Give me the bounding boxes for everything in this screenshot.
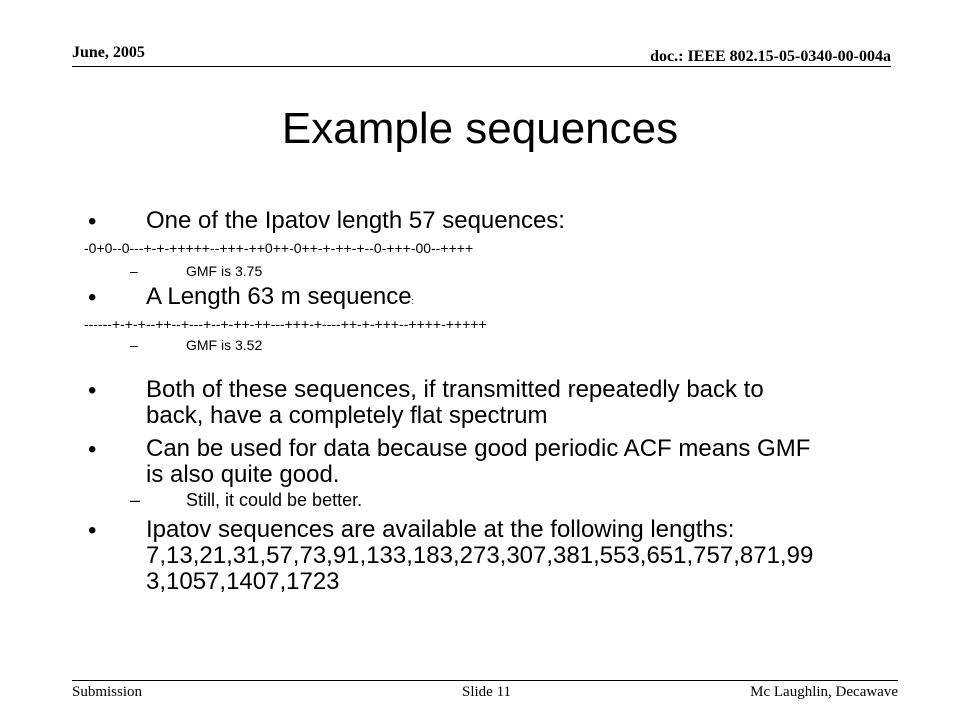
bullet-flat-spectrum-line1: Both of these sequences, if transmitted repeatedly back to [146,376,764,403]
sequence-ipatov-57: -0+0--0---+-+-+++++--+++-++0++-0++-+-++-+--0-+++-00--++++ [84,240,474,256]
bullet-data-use-line2: is also quite good. [146,461,340,488]
bullet-m-sequence-text: A Length 63 m sequence [146,283,412,310]
dash-icon: – [130,490,141,510]
header-doc-id: doc.: IEEE 802.15-05-0340-00-004a [650,48,891,65]
gmf-m-sequence: GMF is 3.52 [186,337,263,353]
sequence-m-63: ------+-+-+--++--+---+--+-++-++---+++-+----++-+-+++--++++-+++++ [84,316,487,332]
footer-author: Mc Laughlin, Decawave [750,684,898,700]
bullet-ipatov-lengths-line2: 7,13,21,31,57,73,91,133,183,273,307,381,553,651,757,871,99 [146,542,814,569]
bullet-icon: • [88,284,97,311]
bullet-icon: • [88,377,97,404]
bullet-icon: • [88,208,97,235]
bullet-ipatov-lengths-line1: Ipatov sequences are available at the following lengths: [146,516,735,543]
dash-icon: – [130,337,138,353]
header-date: June, 2005 [72,44,145,61]
footer-slide-number: Slide 11 [462,684,512,700]
bullet-m-sequence-colon: : [411,296,415,306]
bullet-flat-spectrum-line2: back, have a completely flat spectrum [146,402,548,429]
footer-submission: Submission [72,684,143,700]
footer-rule [72,680,898,681]
bullet-data-use-line1: Can be used for data because good periodic ACF means GMF [146,435,811,462]
bullet-ipatov-57: One of the Ipatov length 57 sequences: [146,207,565,234]
bullet-ipatov-lengths-line3: 3,1057,1407,1723 [146,568,340,595]
header-rule [72,66,891,67]
bullet-m-sequence [146,284,414,314]
subpoint-could-be-better: Still, it could be better. [186,490,363,510]
slide-title: Example sequences [281,104,679,153]
bullet-icon: • [88,436,97,463]
gmf-ipatov: GMF is 3.75 [186,263,263,279]
dash-icon: – [130,263,138,279]
bullet-icon: • [88,517,97,544]
